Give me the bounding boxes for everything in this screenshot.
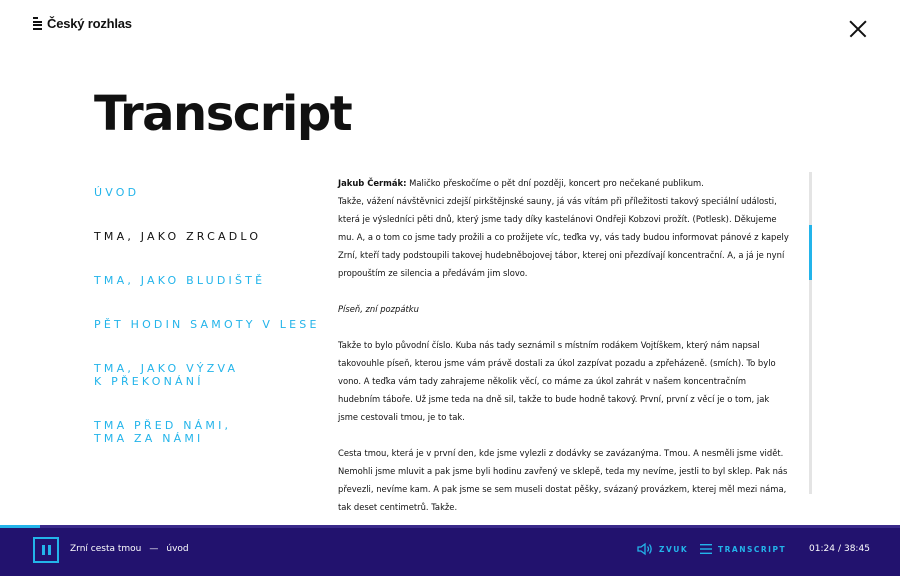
transcript-scrollbar[interactable] — [809, 172, 812, 494]
stage-note-1: Píseň, zní pozpátku — [338, 304, 419, 314]
progress-fill — [0, 525, 40, 528]
paragraph-2: Takže to bylo původní číslo. Kuba nás tady seznámil s místním rodákem Vojtíškem, který nám napsal takovouhle píseň, kterou jsme vám právě dostali za úkol zazpívat pozadu a zpřeházeně. (smích). To bylo vono. A teďka vám tady zahrajeme několik věcí, co máme za úkol zahrát v našem koncentračním hudebním táboře. Už jsme teda na dně sil, takže to bude hodně takový. První, první z věcí je o tom, jak jsme cestovali tmou, je to tak. — [338, 340, 776, 422]
paragraph-1: Takže, vážení návštěvnici zdejší pirkštějnské sauny, já vás vítám při příležitosti takový speciální události, která je výsledníci pěti dnů, který jsme tady díky kastelánovi Ondřeji Kobzovi prožít. (Potlesk). Děkujeme mu. A, a o tom co jsme tady prožili a co prožijete víc, teďka vy, vás tady budou informovat pánové z kapely Zrní, kteří tady podstoupili takovej hudebněbojovej tábor, kterej oni přezdívají koncentrační. A, a já je nyní propouštím ze silencia a předávám jim slovo. — [338, 196, 789, 278]
chapter-list — [94, 186, 324, 445]
page-title: Transcript — [94, 86, 352, 142]
total-time: 38:45 — [843, 544, 870, 554]
progress-bar[interactable] — [0, 525, 900, 528]
audio-player — [0, 525, 900, 576]
paragraph-3: Cesta tmou, která je v první den, kde jsme vylezli z dodávky se zavázanýma. Tmou. A nesměli jsme vidět. Nemohli jsme mluvit a pak jsme byli hodinu zavřený ve sklepě, teda my nevíme, jestli to byl sklep. Pak nás převezli, nevíme kam. A pak jsme se sem museli dostat pěšky, svázaný provázkem, kterej měl mezi náma, tak deset centimetrů. Takže. — [338, 448, 788, 512]
time-display — [809, 544, 870, 554]
intro-text: Maličko přeskočíme o pět dní později, koncert pro nečekané publikum. — [409, 178, 704, 188]
transcript-label: TRANSCRIPT — [718, 544, 787, 554]
chapter-item-tma-pred-nami[interactable]: TMA PŘED NÁMI, TMA ZA NÁMI — [94, 419, 232, 445]
scroll-thumb[interactable] — [809, 225, 812, 280]
track-chapter: úvod — [166, 544, 189, 554]
time-separator: / — [837, 544, 841, 554]
brand-name: Český rozhlas — [47, 16, 132, 31]
current-time: 01:24 — [809, 544, 835, 554]
transcript-intro — [338, 174, 790, 282]
transcript-text — [338, 174, 790, 524]
sound-button[interactable] — [637, 542, 688, 556]
logo-mark-icon — [33, 17, 42, 30]
pause-icon[interactable] — [33, 537, 59, 563]
speaker-name: Jakub Čermák: — [338, 178, 407, 188]
transcript-button[interactable] — [700, 543, 786, 555]
track-title: Zrní cesta tmou — [70, 544, 142, 554]
close-icon[interactable] — [849, 20, 867, 38]
brand-logo[interactable] — [33, 16, 132, 31]
chapter-item-tma-jako-vyzva[interactable]: TMA, JAKO VÝZVA K PŘEKONÁNÍ — [94, 362, 239, 388]
chapter-item-uvod[interactable]: ÚVOD — [94, 186, 140, 199]
chapter-item-tma-jako-bludiste[interactable]: TMA, JAKO BLUDIŠTĚ — [94, 274, 266, 287]
chapter-item-tma-jako-zrcadlo[interactable]: TMA, JAKO ZRCADLO — [94, 230, 262, 243]
list-icon — [700, 543, 712, 555]
speaker-icon — [637, 542, 654, 556]
track-separator: — — [149, 544, 159, 554]
now-playing — [70, 544, 189, 554]
sound-label: ZVUK — [659, 544, 689, 554]
chapter-item-pet-hodin-samoty[interactable]: PĚT HODIN SAMOTY V LESE — [94, 318, 320, 331]
